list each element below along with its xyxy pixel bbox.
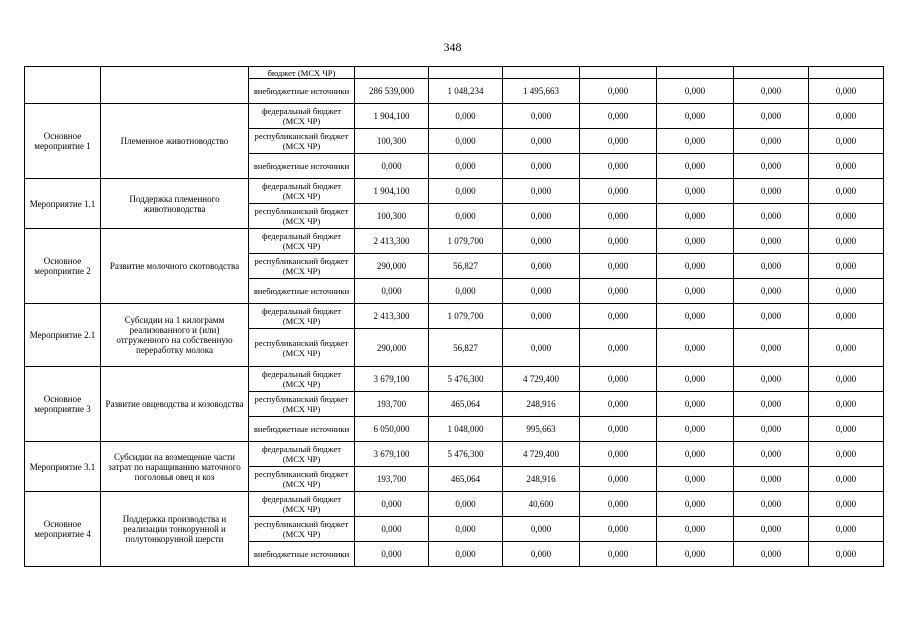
value-cell: 2 413,300 xyxy=(355,304,429,329)
value-cell: 0,000 xyxy=(809,467,884,492)
funding-source-cell: республиканский бюджет (МСХ ЧР) xyxy=(249,329,355,367)
value-cell: 0,000 xyxy=(580,79,657,104)
value-cell: 0,000 xyxy=(429,154,503,179)
value-cell: 0,000 xyxy=(503,179,580,204)
page-number: 348 xyxy=(443,40,462,54)
value-cell: 290,000 xyxy=(355,254,429,279)
value-cell: 0,000 xyxy=(580,204,657,229)
value-cell: 0,000 xyxy=(734,517,809,542)
value-cell: 40,600 xyxy=(503,492,580,517)
value-cell: 0,000 xyxy=(809,79,884,104)
value-cell: 286 539,000 xyxy=(355,79,429,104)
value-cell: 0,000 xyxy=(809,154,884,179)
value-cell xyxy=(429,67,503,79)
funding-source-cell: республиканский бюджет (МСХ ЧР) xyxy=(249,204,355,229)
value-cell: 0,000 xyxy=(580,154,657,179)
activity-cell: Племенное животноводство xyxy=(101,104,249,179)
activity-cell: Развитие молочного скотоводства xyxy=(101,229,249,304)
event-cell: Основное мероприятие 2 xyxy=(25,229,101,304)
value-cell: 0,000 xyxy=(657,179,734,204)
value-cell: 465,064 xyxy=(429,467,503,492)
value-cell: 0,000 xyxy=(809,129,884,154)
value-cell: 56,827 xyxy=(429,329,503,367)
value-cell: 0,000 xyxy=(580,517,657,542)
value-cell: 0,000 xyxy=(355,154,429,179)
value-cell: 4 729,400 xyxy=(503,442,580,467)
value-cell: 0,000 xyxy=(809,229,884,254)
value-cell: 2 413,300 xyxy=(355,229,429,254)
value-cell: 5 476,300 xyxy=(429,442,503,467)
value-cell: 0,000 xyxy=(657,442,734,467)
table-row xyxy=(25,67,884,79)
value-cell: 6 050,000 xyxy=(355,417,429,442)
value-cell: 0,000 xyxy=(429,104,503,129)
value-cell: 0,000 xyxy=(657,329,734,367)
value-cell: 0,000 xyxy=(657,279,734,304)
value-cell: 0,000 xyxy=(657,104,734,129)
funding-source-cell: федеральный бюджет (МСХ ЧР) xyxy=(249,304,355,329)
value-cell xyxy=(580,67,657,79)
value-cell: 0,000 xyxy=(580,542,657,567)
value-cell xyxy=(355,67,429,79)
funding-source-cell: республиканский бюджет (МСХ ЧР) xyxy=(249,254,355,279)
table-row xyxy=(25,492,884,517)
value-cell: 0,000 xyxy=(580,304,657,329)
value-cell: 0,000 xyxy=(657,542,734,567)
value-cell: 4 729,400 xyxy=(503,367,580,392)
value-cell: 0,000 xyxy=(657,204,734,229)
value-cell: 0,000 xyxy=(734,204,809,229)
value-cell xyxy=(503,67,580,79)
value-cell: 0,000 xyxy=(809,279,884,304)
table-row xyxy=(25,442,884,467)
value-cell: 0,000 xyxy=(809,367,884,392)
value-cell: 0,000 xyxy=(503,254,580,279)
event-cell: Основное мероприятие 4 xyxy=(25,492,101,567)
activity-cell: Субсидии на 1 килограмм реализованного и (или) отгруженного на собственную переработку молока xyxy=(101,304,249,367)
value-cell: 0,000 xyxy=(657,392,734,417)
value-cell: 0,000 xyxy=(809,517,884,542)
value-cell: 0,000 xyxy=(580,442,657,467)
value-cell: 0,000 xyxy=(580,367,657,392)
table-body xyxy=(25,67,884,567)
value-cell: 0,000 xyxy=(503,304,580,329)
event-cell: Основное мероприятие 1 xyxy=(25,104,101,179)
value-cell: 1 079,700 xyxy=(429,229,503,254)
value-cell: 3 679,100 xyxy=(355,367,429,392)
value-cell: 0,000 xyxy=(734,129,809,154)
funding-source-cell: республиканский бюджет (МСХ ЧР) xyxy=(249,467,355,492)
activity-cell: Субсидии на возмещение части затрат по наращиванию маточного поголовья овец и коз xyxy=(101,442,249,492)
value-cell: 1 495,663 xyxy=(503,79,580,104)
funding-source-cell: республиканский бюджет (МСХ ЧР) xyxy=(249,392,355,417)
event-cell xyxy=(25,67,101,104)
value-cell: 0,000 xyxy=(809,104,884,129)
event-cell: Мероприятие 2.1 xyxy=(25,304,101,367)
value-cell: 0,000 xyxy=(657,79,734,104)
value-cell: 0,000 xyxy=(503,204,580,229)
value-cell: 0,000 xyxy=(809,254,884,279)
value-cell: 0,000 xyxy=(580,417,657,442)
value-cell: 193,700 xyxy=(355,392,429,417)
value-cell: 0,000 xyxy=(429,517,503,542)
value-cell: 0,000 xyxy=(429,129,503,154)
value-cell: 0,000 xyxy=(734,417,809,442)
value-cell: 0,000 xyxy=(734,154,809,179)
value-cell: 0,000 xyxy=(809,542,884,567)
value-cell: 0,000 xyxy=(657,517,734,542)
funding-source-cell: республиканский бюджет (МСХ ЧР) xyxy=(249,517,355,542)
value-cell: 0,000 xyxy=(503,517,580,542)
value-cell: 0,000 xyxy=(580,104,657,129)
activity-cell: Развитие овцеводства и козоводства xyxy=(101,367,249,442)
value-cell: 0,000 xyxy=(734,542,809,567)
value-cell: 0,000 xyxy=(429,279,503,304)
value-cell xyxy=(657,67,734,79)
value-cell: 0,000 xyxy=(657,304,734,329)
table-row xyxy=(25,229,884,254)
value-cell: 100,300 xyxy=(355,204,429,229)
value-cell: 0,000 xyxy=(657,254,734,279)
funding-source-cell: внебюджетные источники xyxy=(249,279,355,304)
value-cell: 0,000 xyxy=(734,329,809,367)
value-cell: 0,000 xyxy=(580,279,657,304)
value-cell: 0,000 xyxy=(734,442,809,467)
funding-source-cell: внебюджетные источники xyxy=(249,79,355,104)
activity-cell: Поддержка племенного животноводства xyxy=(101,179,249,229)
value-cell: 1 904,100 xyxy=(355,104,429,129)
funding-source-cell: федеральный бюджет (МСХ ЧР) xyxy=(249,442,355,467)
value-cell xyxy=(809,67,884,79)
value-cell: 995,663 xyxy=(503,417,580,442)
value-cell: 0,000 xyxy=(734,79,809,104)
value-cell: 3 679,100 xyxy=(355,442,429,467)
table-row xyxy=(25,104,884,129)
funding-source-cell: республиканский бюджет (МСХ ЧР) xyxy=(249,129,355,154)
funding-source-cell: федеральный бюджет (МСХ ЧР) xyxy=(249,229,355,254)
value-cell: 0,000 xyxy=(809,492,884,517)
activity-cell xyxy=(101,67,249,104)
value-cell: 1 048,000 xyxy=(429,417,503,442)
funding-source-cell: федеральный бюджет (МСХ ЧР) xyxy=(249,179,355,204)
value-cell: 0,000 xyxy=(503,154,580,179)
value-cell: 5 476,300 xyxy=(429,367,503,392)
value-cell: 0,000 xyxy=(580,392,657,417)
value-cell: 0,000 xyxy=(429,542,503,567)
value-cell: 0,000 xyxy=(580,229,657,254)
value-cell: 0,000 xyxy=(657,467,734,492)
value-cell: 0,000 xyxy=(734,279,809,304)
value-cell: 0,000 xyxy=(429,179,503,204)
value-cell: 0,000 xyxy=(809,304,884,329)
value-cell: 0,000 xyxy=(809,329,884,367)
value-cell: 0,000 xyxy=(580,254,657,279)
table-row xyxy=(25,179,884,204)
value-cell: 0,000 xyxy=(503,542,580,567)
value-cell: 248,916 xyxy=(503,392,580,417)
value-cell: 0,000 xyxy=(809,392,884,417)
value-cell: 0,000 xyxy=(734,467,809,492)
event-cell: Мероприятие 1.1 xyxy=(25,179,101,229)
funding-source-cell: внебюджетные источники xyxy=(249,154,355,179)
value-cell: 0,000 xyxy=(734,229,809,254)
funding-source-cell: внебюджетные источники xyxy=(249,542,355,567)
value-cell: 0,000 xyxy=(657,154,734,179)
value-cell: 0,000 xyxy=(734,492,809,517)
value-cell: 0,000 xyxy=(429,492,503,517)
value-cell: 0,000 xyxy=(657,417,734,442)
value-cell: 0,000 xyxy=(503,104,580,129)
funding-source-cell: федеральный бюджет (МСХ ЧР) xyxy=(249,367,355,392)
value-cell: 193,700 xyxy=(355,467,429,492)
value-cell: 0,000 xyxy=(809,204,884,229)
budget-table xyxy=(24,66,884,567)
value-cell: 1 048,234 xyxy=(429,79,503,104)
value-cell: 0,000 xyxy=(503,329,580,367)
value-cell: 290,000 xyxy=(355,329,429,367)
value-cell: 0,000 xyxy=(355,517,429,542)
value-cell: 56,827 xyxy=(429,254,503,279)
value-cell: 0,000 xyxy=(503,229,580,254)
table-row xyxy=(25,304,884,329)
value-cell: 0,000 xyxy=(429,204,503,229)
value-cell: 0,000 xyxy=(657,229,734,254)
value-cell: 0,000 xyxy=(734,304,809,329)
value-cell: 1 079,700 xyxy=(429,304,503,329)
value-cell: 0,000 xyxy=(809,179,884,204)
value-cell: 0,000 xyxy=(580,467,657,492)
value-cell: 0,000 xyxy=(355,492,429,517)
value-cell: 0,000 xyxy=(657,492,734,517)
value-cell: 0,000 xyxy=(734,179,809,204)
value-cell: 0,000 xyxy=(355,542,429,567)
value-cell: 0,000 xyxy=(503,279,580,304)
value-cell: 0,000 xyxy=(657,129,734,154)
value-cell: 0,000 xyxy=(503,129,580,154)
value-cell: 0,000 xyxy=(580,492,657,517)
value-cell: 465,064 xyxy=(429,392,503,417)
value-cell: 0,000 xyxy=(809,442,884,467)
event-cell: Мероприятие 3.1 xyxy=(25,442,101,492)
funding-source-cell: бюджет (МСХ ЧР) xyxy=(249,67,355,79)
value-cell xyxy=(734,67,809,79)
value-cell: 0,000 xyxy=(734,104,809,129)
table-row xyxy=(25,367,884,392)
value-cell: 0,000 xyxy=(657,367,734,392)
funding-source-cell: федеральный бюджет (МСХ ЧР) xyxy=(249,492,355,517)
value-cell: 0,000 xyxy=(580,179,657,204)
funding-source-cell: федеральный бюджет (МСХ ЧР) xyxy=(249,104,355,129)
event-cell: Основное мероприятие 3 xyxy=(25,367,101,442)
funding-source-cell: внебюджетные источники xyxy=(249,417,355,442)
value-cell: 0,000 xyxy=(580,329,657,367)
value-cell: 100,300 xyxy=(355,129,429,154)
value-cell: 0,000 xyxy=(580,129,657,154)
value-cell: 0,000 xyxy=(809,417,884,442)
activity-cell: Поддержка производства и реализации тонкорунной и полутонкорунной шерсти xyxy=(101,492,249,567)
value-cell: 0,000 xyxy=(355,279,429,304)
value-cell: 1 904,100 xyxy=(355,179,429,204)
value-cell: 0,000 xyxy=(734,367,809,392)
value-cell: 0,000 xyxy=(734,392,809,417)
value-cell: 0,000 xyxy=(734,254,809,279)
value-cell: 248,916 xyxy=(503,467,580,492)
